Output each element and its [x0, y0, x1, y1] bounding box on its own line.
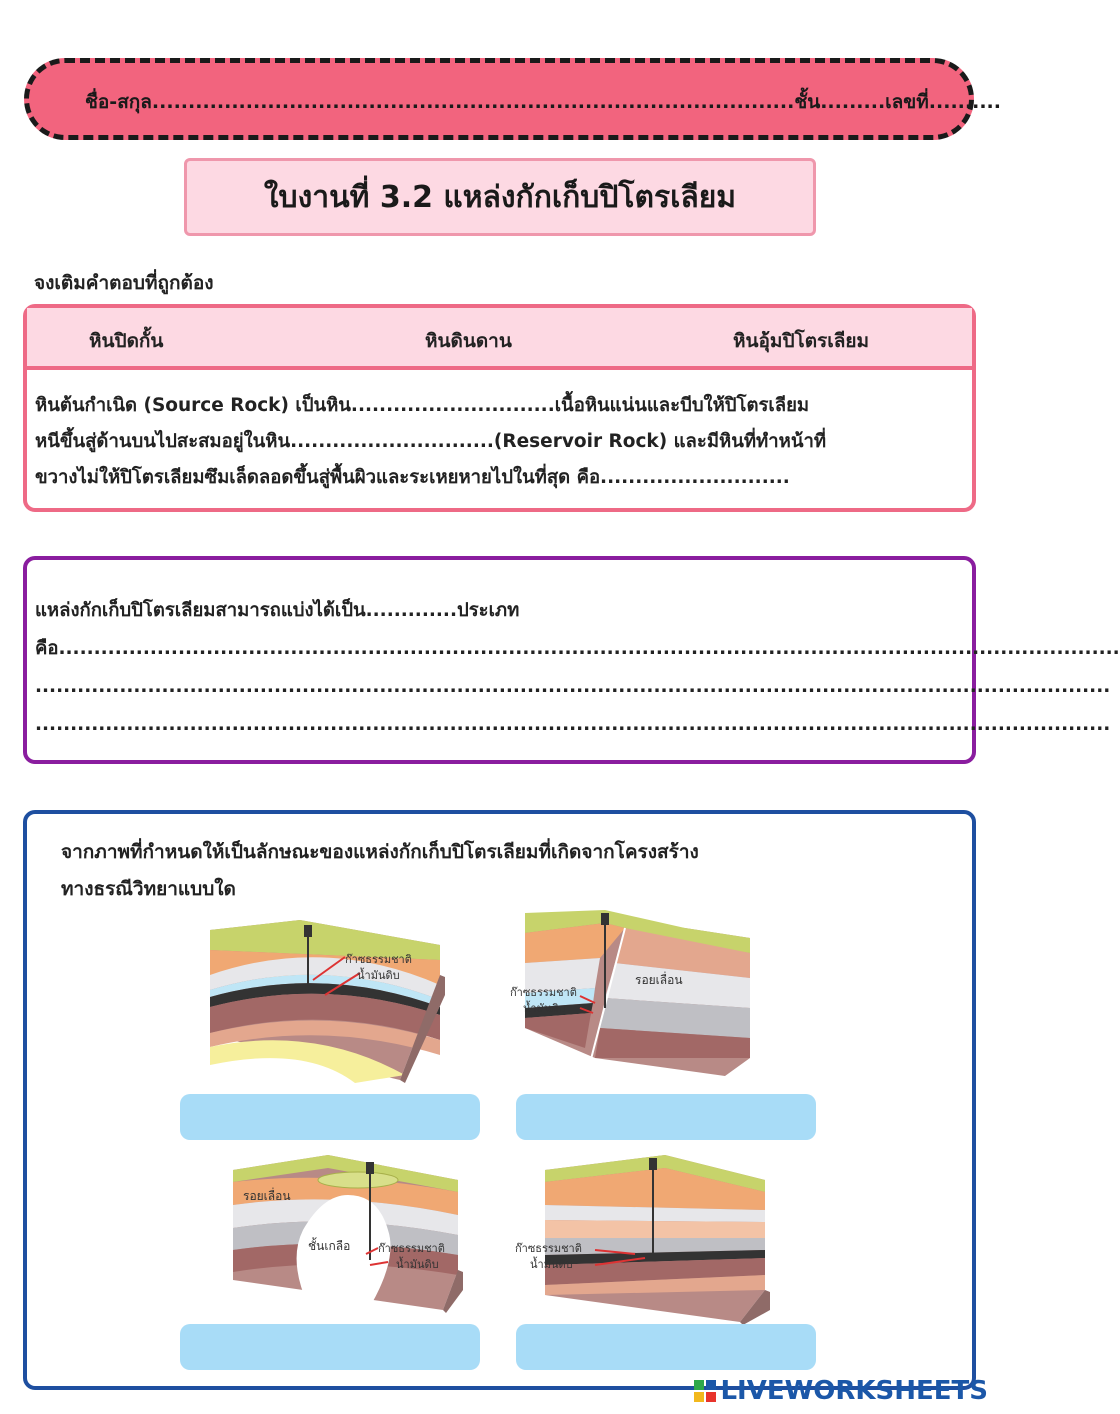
structure-question-box: [23, 810, 976, 1390]
oil-label-2: น้ำมันดิบ: [523, 1002, 566, 1015]
gas-label-1: ก๊าซธรรมชาติ: [345, 953, 412, 966]
fill-line-2[interactable]: หนีขึ้นสู่ด้านบนไปสะสมอยู่ในหิน.............................(Reservoir Rock) และมีหินที่ทำหน้าที่: [35, 431, 827, 452]
logo-text: LIVEWORKSHEETS: [720, 1376, 988, 1406]
answer-box-2[interactable]: [516, 1094, 816, 1140]
stratigraphic-trap-diagram: [505, 1150, 770, 1325]
types-line-2[interactable]: คือ.......................................................................................................................................................: [35, 638, 1120, 659]
types-line-3[interactable]: .........................................................................................................................................................: [35, 676, 1111, 697]
gas-label-4: ก๊าซธรรมชาติ: [515, 1242, 582, 1255]
fault-trap-diagram: [505, 908, 750, 1078]
salt-dome-diagram: [228, 1150, 463, 1315]
answer-box-1[interactable]: [180, 1094, 480, 1140]
question-line-1: จากภาพที่กำหนดให้เป็นลักษณะของแหล่งกักเก็บปิโตรเลียมที่เกิดจากโครงสร้าง: [61, 841, 699, 863]
title-box: [184, 158, 816, 236]
oil-label-4: น้ำมันดิบ: [530, 1258, 573, 1271]
fill-in-box: [23, 304, 976, 512]
gas-label-2: ก๊าซธรรมชาติ: [510, 986, 577, 999]
anticline-diagram: [205, 915, 445, 1085]
name-bar: [24, 58, 1001, 140]
structure-question: [61, 834, 699, 908]
word-choice-shale[interactable]: หินดินดาน: [425, 330, 512, 352]
fault-label-2: รอยเลื่อน: [635, 973, 683, 987]
page-title: ใบงานที่ 3.2 แหล่งกักเก็บปิโตรเลียม: [263, 179, 737, 215]
word-choice-cap-rock[interactable]: หินปิดกั้น: [89, 330, 164, 352]
answer-box-3[interactable]: [180, 1324, 480, 1370]
types-line-1[interactable]: แหล่งกักเก็บปิโตรเลียมสามารถแบ่งได้เป็น.............ประเภท: [35, 600, 520, 621]
types-line-4[interactable]: .........................................................................................................................................................: [35, 714, 1111, 735]
instruction-text: จงเติมคำตอบที่ถูกต้อง: [34, 272, 214, 294]
gas-label-3: ก๊าซธรรมชาติ: [378, 1242, 445, 1255]
word-choice-reservoir-rock[interactable]: หินอุ้มปิโตรเลียม: [733, 330, 870, 352]
liveworksheets-logo: [694, 1376, 988, 1406]
fill-paragraph: [35, 388, 964, 496]
salt-label: ชั้นเกลือ: [308, 1239, 351, 1253]
fill-line-1[interactable]: หินต้นกำเนิด (Source Rock) เป็นหิน.............................เนื้อหินแน่นและบีบให้ปิโตรเลียม: [35, 395, 810, 416]
word-bank: [27, 308, 972, 370]
fault-label-3: รอยเลื่อน: [243, 1189, 291, 1203]
reservoir-types-box: [23, 556, 1120, 764]
oil-label-3: น้ำมันดิบ: [396, 1258, 439, 1271]
logo-squares-icon: [694, 1380, 716, 1402]
oil-label-1: น้ำมันดิบ: [357, 969, 400, 982]
name-line[interactable]: ชื่อ-สกุล.........................................................................................ชั้น.........เลขที่..........: [85, 91, 1001, 113]
fill-line-3[interactable]: ขวางไม่ให้ปิโตรเลียมซึมเล็ดลอดขึ้นสู่พื้นผิวและระเหยหายไปในที่สุด คือ...........................: [35, 467, 790, 488]
answer-box-4[interactable]: [516, 1324, 816, 1370]
types-paragraph: [35, 592, 1120, 744]
question-line-2: ทางธรณีวิทยาแบบใด: [61, 878, 236, 900]
